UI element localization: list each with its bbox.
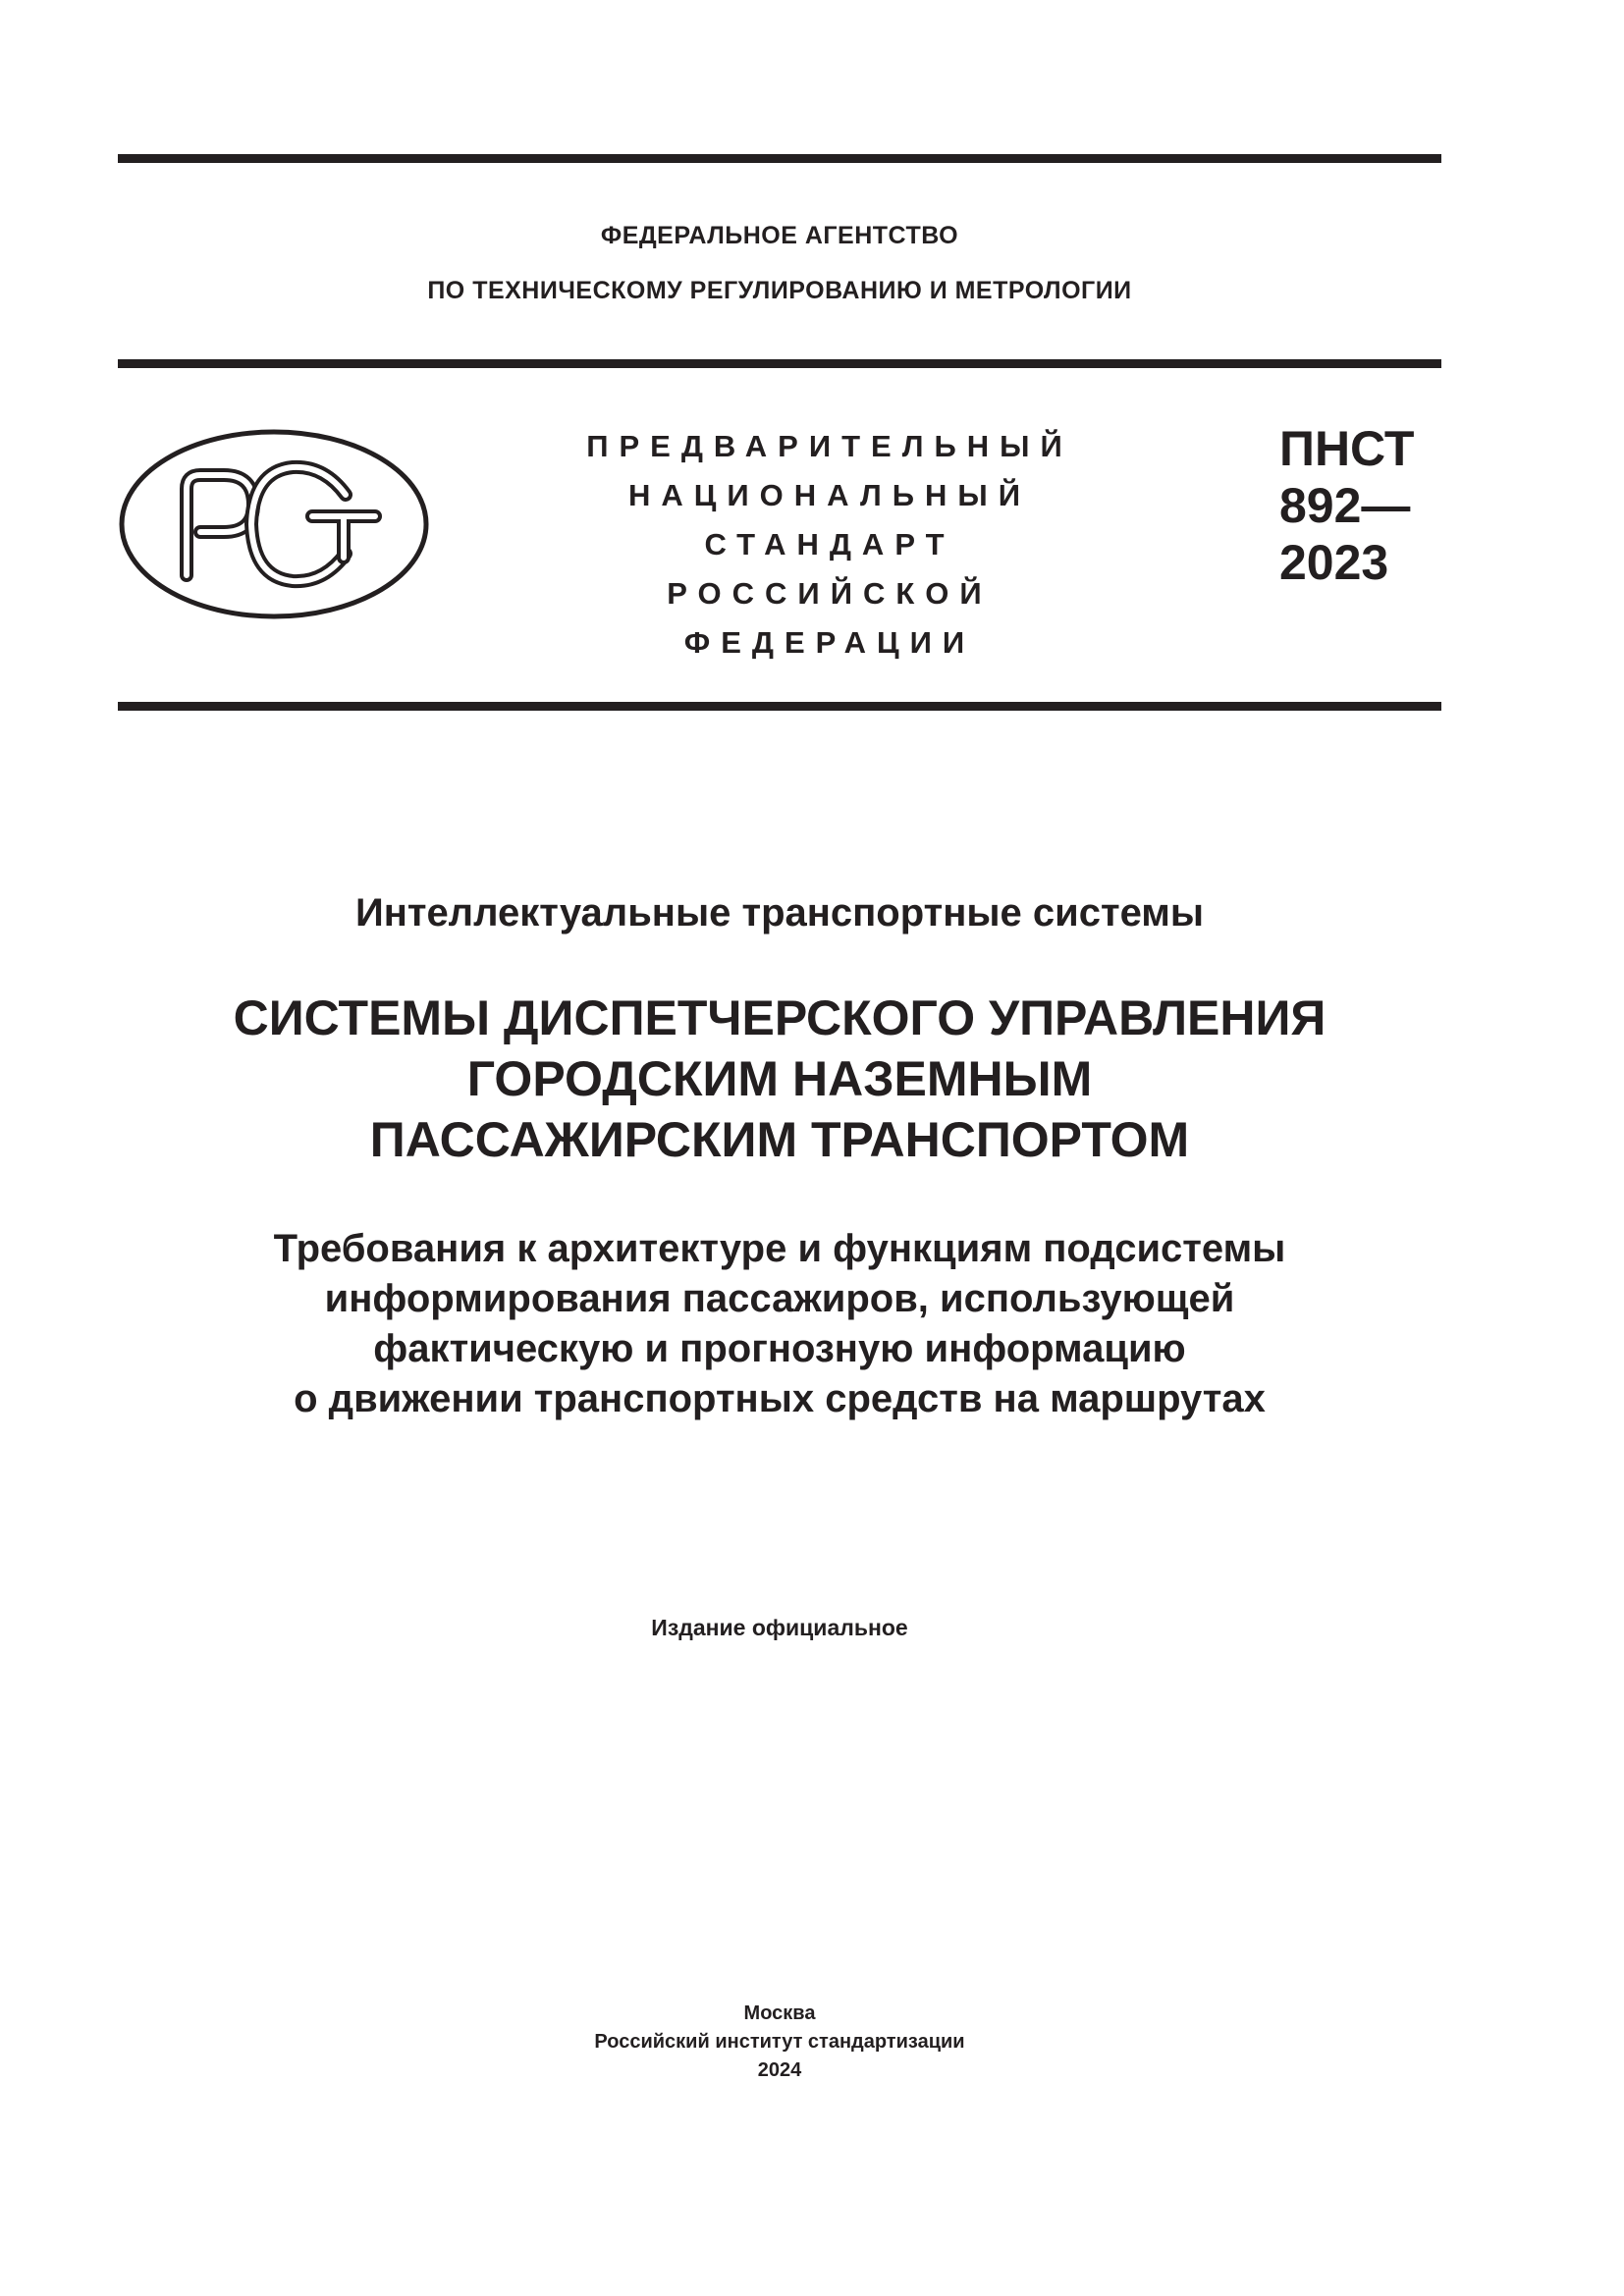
imprint-year: 2024 <box>757 2059 802 2081</box>
designation-line-2: 892— <box>1279 478 1411 533</box>
main-title-line: ПАССАЖИРСКИМ ТРАНСПОРТОМ <box>369 1112 1190 1167</box>
designation-line-1: ПНСТ <box>1279 421 1415 476</box>
main-title-line: СИСТЕМЫ ДИСПЕТЧЕРСКОГО УПРАВЛЕНИЯ <box>233 990 1326 1045</box>
standard-type-line: ПРЕДВАРИТЕЛЬНЫЙ <box>586 429 1073 463</box>
standard-type-line: НАЦИОНАЛЬНЫЙ <box>627 478 1032 512</box>
main-title-line: ГОРОДСКИМ НАЗЕМНЫМ <box>466 1051 1093 1106</box>
middle-rule <box>118 359 1441 368</box>
edition-label: Издание официальное <box>651 1615 908 1640</box>
agency-name-line-1: ФЕДЕРАЛЬНОЕ АГЕНТСТВО <box>600 222 959 249</box>
standard-designation <box>1279 420 1414 591</box>
subtitle-line: Требования к архитектуре и функциям подсистемы <box>273 1227 1286 1270</box>
subtitle-line: о движении транспортных средств на маршрутах <box>294 1377 1266 1420</box>
standard-type-line: ФЕДЕРАЦИИ <box>683 625 976 660</box>
standard-type-line: РОССИЙСКОЙ <box>667 576 993 611</box>
bottom-rule <box>118 702 1441 711</box>
standard-type-line: СТАНДАРТ <box>704 527 955 561</box>
rst-mark-icon <box>118 428 430 620</box>
imprint <box>118 2000 1441 2085</box>
imprint-city: Москва <box>743 2002 816 2024</box>
subtitle-line: информирования пассажиров, использующей <box>324 1277 1235 1320</box>
top-rule <box>118 154 1441 163</box>
agency-name-line-2: ПО ТЕХНИЧЕСКОМУ РЕГУЛИРОВАНИЮ И МЕТРОЛОГИИ <box>427 277 1132 304</box>
subtitle <box>118 1224 1441 1424</box>
series-title: Интеллектуальные транспортные системы <box>354 891 1205 934</box>
designation-line-3: 2023 <box>1279 535 1389 590</box>
imprint-publisher: Российский институт стандартизации <box>594 2031 965 2053</box>
main-title <box>118 988 1441 1170</box>
subtitle-line: фактическую и прогнозную информацию <box>373 1327 1186 1370</box>
standard-type <box>550 422 1110 667</box>
